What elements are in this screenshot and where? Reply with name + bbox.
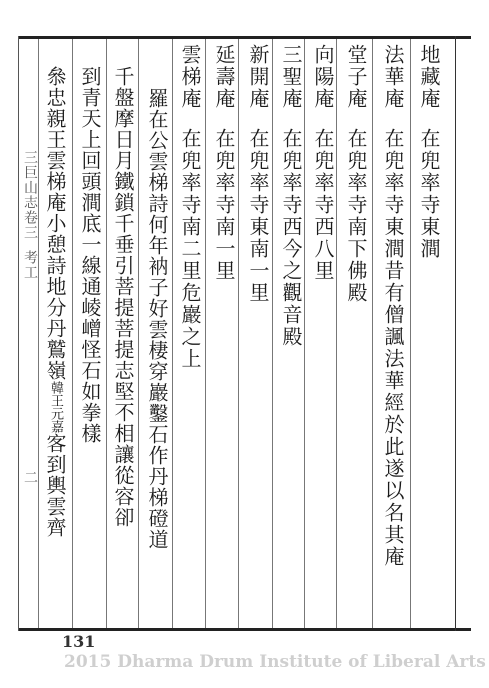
interlinear-note: 韓王元嘉 (48, 381, 63, 433)
margin-title: 三巨山志卷三考工 (22, 150, 38, 280)
poem-line: 羅在公雲梯詩何年衲子好雲棲穿巖鑿石作丹梯磴道 (145, 88, 169, 550)
entry-column (312, 44, 334, 282)
column-rule (304, 39, 305, 628)
margin-leaf-number: 二 (22, 470, 38, 484)
entry-heading: 堂子庵 (344, 44, 368, 110)
column-rule (172, 39, 173, 628)
entry-column (247, 44, 269, 304)
poem-line: 千盤摩日月鐵鎖千垂引菩提菩提志堅不相讓從容卻 (111, 66, 135, 528)
entry-heading: 新開庵 (246, 44, 270, 110)
entry-column (213, 44, 235, 282)
left-border (18, 36, 19, 631)
page-number: 131 (62, 632, 96, 651)
poem-line: 到青天上回頭澗底一線通崚嶒怪石如拳樣 (78, 66, 102, 444)
right-border (455, 36, 456, 631)
entry-text: 在兜率寺東南一里 (246, 128, 270, 304)
entry-text: 在兜率寺南一里 (212, 128, 236, 282)
entry-text: 在兜率寺東澗昔有僧諷法華經於此遂以名其庵 (381, 128, 405, 568)
column-rule (272, 39, 273, 628)
poem-line: 叅忠親王雲梯庵小憩詩地分丹鷲嶺韓王元嘉客到輿雲齊 (43, 66, 67, 538)
column-rule (72, 39, 73, 628)
column-rule (336, 39, 337, 628)
column-rule (205, 39, 206, 628)
watermark: 2015 Dharma Drum Institute of Liberal Arts (64, 652, 486, 672)
entry-column (382, 44, 404, 568)
column-rule (138, 39, 139, 628)
entry-heading: 向陽庵 (311, 44, 335, 110)
entry-heading: 法華庵 (381, 44, 405, 110)
entry-heading: 三聖庵 (279, 44, 303, 110)
entry-column (345, 44, 367, 304)
entry-column (179, 44, 201, 370)
entry-text: 在兜率寺南二里危巖之上 (178, 128, 202, 370)
column-rule (38, 39, 39, 628)
entry-heading: 地藏庵 (417, 44, 441, 110)
entry-column (418, 44, 440, 260)
entry-text: 在兜率寺西今之觀音殿 (279, 128, 303, 348)
entry-text: 在兜率寺東澗 (417, 128, 441, 260)
entry-heading: 延壽庵 (212, 44, 236, 110)
bottom-border (18, 628, 471, 631)
column-rule (372, 39, 373, 628)
entry-text: 在兜率寺南下佛殿 (344, 128, 368, 304)
column-rule (410, 39, 411, 628)
entry-heading: 雲梯庵 (178, 44, 202, 110)
entry-text: 在兜率寺西八里 (311, 128, 335, 282)
column-rule (238, 39, 239, 628)
top-border (18, 36, 471, 39)
entry-column (280, 44, 302, 348)
column-rule (106, 39, 107, 628)
